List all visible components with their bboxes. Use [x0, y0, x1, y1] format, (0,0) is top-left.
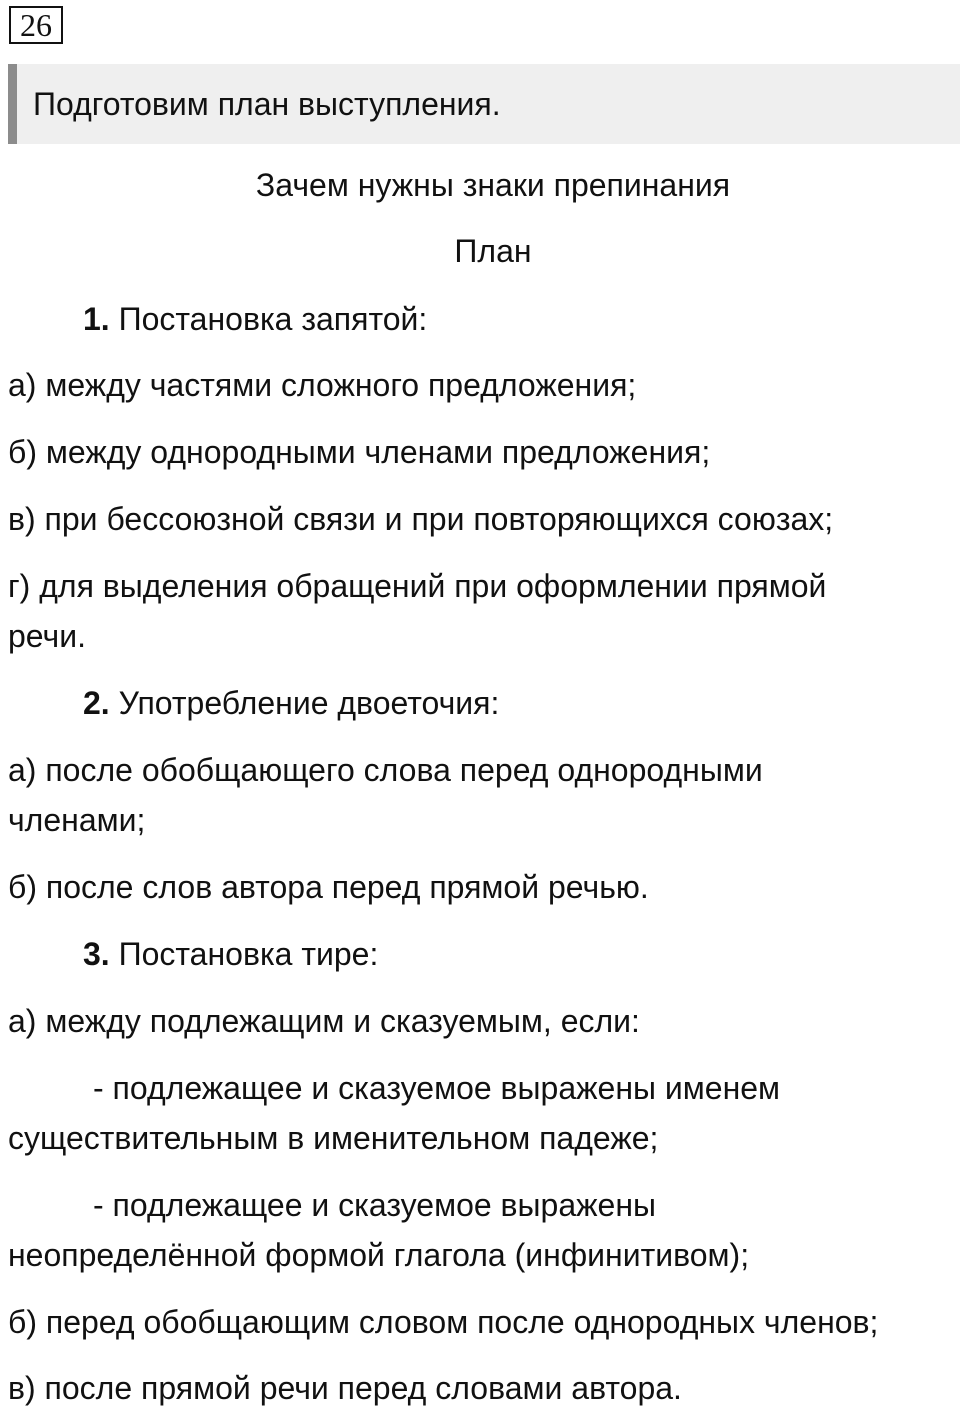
- section-title: Постановка запятой:: [109, 301, 428, 337]
- plan-item: а) после обобщающего слова перед однородными: [8, 752, 763, 788]
- section-heading-3: [83, 929, 378, 979]
- section-title: Постановка тире:: [109, 936, 379, 972]
- plan-item: а) между подлежащим и сказуемым, если:: [8, 1003, 640, 1039]
- plan-subitem-continuation: существительным в именительном падеже;: [8, 1120, 659, 1156]
- plan-subitem-continuation: неопределённой формой глагола (инфинитивом);: [8, 1237, 750, 1273]
- section-number: 1.: [83, 301, 110, 337]
- plan-item: б) после слов автора перед прямой речью.: [8, 869, 649, 905]
- plan-item: в) при бессоюзной связи и при повторяющихся союзах;: [8, 501, 834, 537]
- plan-subitem: - подлежащее и сказуемое выражены: [93, 1187, 657, 1223]
- section-heading-1: [83, 294, 427, 344]
- plan-item: б) между однородными членами предложения;: [8, 434, 711, 470]
- section-number: 3.: [83, 936, 110, 972]
- task-number-badge: 26: [9, 6, 63, 44]
- section-number: 2.: [83, 685, 110, 721]
- plan-subitem: - подлежащее и сказуемое выражены именем: [93, 1070, 781, 1106]
- section-heading-2: [83, 678, 499, 728]
- plan-heading: План: [454, 233, 532, 269]
- plan-item: г) для выделения обращений при оформлении прямой: [8, 568, 827, 604]
- plan-item-continuation: речи.: [8, 618, 86, 654]
- section-title: Употребление двоеточия:: [109, 685, 500, 721]
- plan-item: а) между частями сложного предложения;: [8, 367, 637, 403]
- plan-item-continuation: членами;: [8, 802, 146, 838]
- plan-item: в) после прямой речи перед словами автора.: [8, 1370, 682, 1406]
- task-instruction-banner: [8, 64, 960, 144]
- plan-item: б) перед обобщающим словом после однородных членов;: [8, 1304, 879, 1340]
- task-instruction: Подготовим план выступления.: [33, 86, 501, 122]
- document-title: Зачем нужны знаки препинания: [255, 167, 731, 203]
